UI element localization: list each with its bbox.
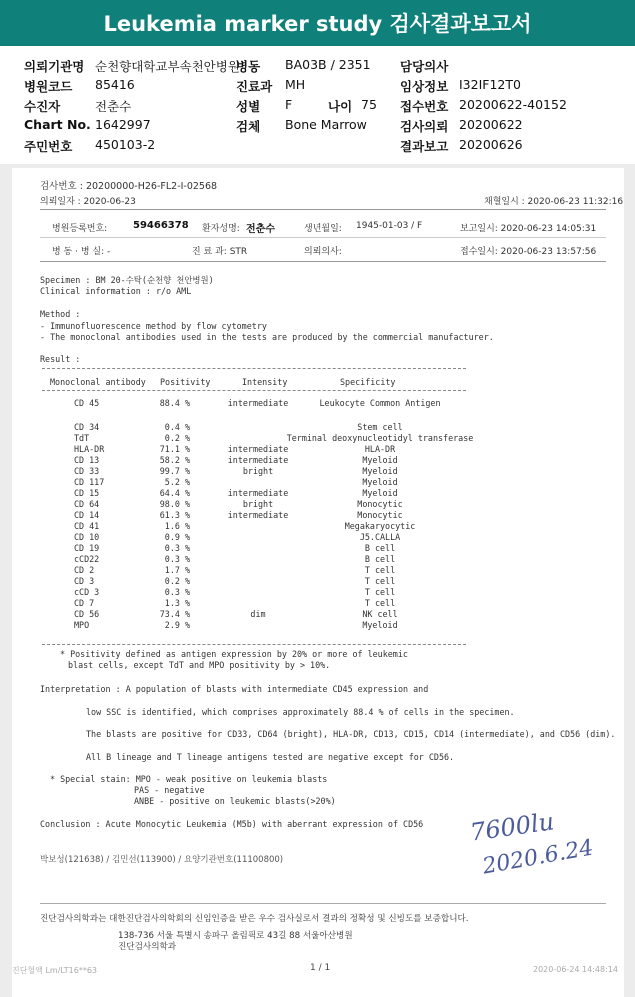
interpretation-line: Interpretation : A population of blasts with intermediate CD45 expression and [40, 684, 429, 694]
special-stain: PAS - negative [134, 785, 205, 795]
info-value: 85416 [95, 77, 135, 92]
marker-specificity: T cell [364, 587, 396, 597]
info-label: Chart No. [24, 117, 91, 132]
info-value: 1642997 [95, 117, 151, 132]
info-label: 임상정보 [400, 79, 449, 94]
special-stain: * Special stain: MPO - weak positive on leukemia blasts [50, 774, 328, 784]
divider [40, 209, 606, 210]
marker-positivity: 0.3 % [164, 554, 190, 564]
marker-intensity: intermediate [227, 510, 289, 520]
print-timestamp: 2020-06-24 14:48:14 [533, 965, 618, 974]
marker-antibody: CD 19 [74, 543, 100, 553]
info-label: 나이 [328, 99, 353, 114]
info-label: 의뢰기관명 [24, 59, 85, 74]
department: 진 료 과: STR [192, 247, 248, 257]
marker-positivity: 1.3 % [164, 598, 190, 608]
marker-antibody: CD 117 [74, 477, 105, 487]
marker-positivity: 0.2 % [164, 576, 190, 586]
interpretation-line: All B lineage and T lineage antigens tested are negative except for CD56. [86, 752, 455, 762]
marker-specificity: HLA-DR [364, 444, 396, 454]
marker-positivity: 73.4 % [159, 609, 190, 619]
marker-positivity: 1.6 % [164, 521, 190, 531]
marker-intensity: intermediate [227, 488, 289, 498]
marker-antibody: MPO [74, 620, 90, 630]
marker-antibody: CD 3 [74, 576, 95, 586]
footer-code: 진단혈액 Lm/LT16**63 [12, 966, 98, 975]
handwritten-date: 2020.6.24 [480, 835, 596, 880]
info-label: 검사의뢰 [400, 119, 449, 134]
info-value: F [285, 97, 293, 112]
col-head-specificity: Specificity [340, 377, 396, 387]
request-date: 의뢰일자 : 2020-06-23 [40, 197, 136, 207]
info-value: 전춘수 [95, 99, 132, 114]
info-label: 병원코드 [24, 79, 73, 94]
info-value: 450103-2 [95, 137, 156, 152]
table-rule [42, 368, 466, 369]
marker-antibody: CD 41 [74, 521, 100, 531]
marker-specificity: Monocytic [357, 510, 403, 520]
interpretation-line: low SSC is identified, which comprises approximately 88.4 % of cells in the specimen. [86, 707, 515, 717]
marker-specificity: Myeloid [362, 466, 398, 476]
specimen: Specimen : BM 20-수탁(순천향 천안병원) [40, 275, 214, 285]
conclusion: Conclusion : Acute Monocytic Leukemia (M5b) with aberrant expression of CD56 [40, 819, 424, 829]
marker-antibody: CD 10 [74, 532, 100, 542]
marker-specificity: Terminal deoxynucleotidyl transferase [286, 433, 474, 443]
info-value: 20200622-40152 [459, 97, 567, 112]
info-value: 20200626 [459, 137, 523, 152]
marker-positivity: 61.3 % [159, 510, 190, 520]
marker-specificity: B cell [364, 543, 396, 553]
positivity-note: blast cells, except TdT and MPO positivity by > 10%. [68, 660, 331, 670]
patient-name-value: 전춘수 [246, 224, 275, 235]
interpretation-line: The blasts are positive for CD33, CD64 (bright), HLA-DR, CD13, CD15, CD14 (intermediate), and CD56 (dim). [86, 729, 616, 739]
report-banner [0, 0, 635, 46]
received-datetime: 접수일시: 2020-06-23 13:57:56 [460, 247, 597, 257]
marker-specificity: Myeloid [362, 455, 398, 465]
marker-positivity: 71.1 % [159, 444, 190, 454]
marker-antibody: CD 2 [74, 565, 95, 575]
col-head-antibody: Monoclonal antibody [50, 377, 146, 387]
marker-specificity: Monocytic [357, 499, 403, 509]
signers: 박보성(121638) / 김민선(113900) / 요양기관번호(11100800) [40, 855, 284, 865]
marker-antibody: CD 15 [74, 488, 100, 498]
marker-positivity: 0.3 % [164, 587, 190, 597]
reg-value: 59466378 [133, 220, 189, 231]
marker-positivity: 2.9 % [164, 620, 190, 630]
patient-name-label: 환자성명: [202, 224, 240, 234]
reg-label: 병원등록번호: [52, 224, 108, 234]
special-stain: ANBE - positive on leukemic blasts(>20%) [134, 796, 336, 806]
clinical-info: Clinical information : r/o AML [40, 286, 192, 296]
birth-label: 생년월일: [304, 224, 342, 234]
marker-intensity: intermediate [227, 455, 289, 465]
table-rule [42, 644, 466, 645]
method-heading: Method : [40, 309, 81, 319]
info-value: Bone Marrow [285, 117, 367, 132]
marker-specificity: Megakaryocytic [344, 521, 416, 531]
marker-specificity: Myeloid [362, 477, 398, 487]
info-label: 접수번호 [400, 99, 449, 114]
marker-positivity: 1.7 % [164, 565, 190, 575]
divider [40, 903, 606, 904]
info-label: 진료과 [236, 79, 273, 94]
lab-department: 진단검사의학과 [118, 942, 177, 952]
ward-room: 병 동 · 병 실: - [52, 247, 111, 257]
marker-specificity: T cell [364, 576, 396, 586]
birth-value: 1945-01-03 / F [356, 221, 423, 231]
marker-antibody: CD 34 [74, 422, 100, 432]
marker-antibody: CD 64 [74, 499, 100, 509]
info-value: 20200622 [459, 117, 523, 132]
marker-specificity: B cell [364, 554, 396, 564]
info-value: 순천향대학교부속천안병원 [95, 59, 240, 74]
divider [40, 261, 606, 262]
marker-intensity: dim [250, 609, 266, 619]
marker-intensity: intermediate [227, 444, 289, 454]
result-heading: Result : [40, 354, 81, 364]
referring-doctor: 의뢰의사: [304, 247, 342, 257]
report-document [12, 168, 624, 997]
info-label: 수진자 [24, 99, 61, 114]
marker-specificity: Stem cell [357, 422, 403, 432]
marker-specificity: Myeloid [362, 488, 398, 498]
marker-antibody: CD 45 [74, 398, 100, 408]
info-label: 담당의사 [400, 59, 449, 74]
info-value: I32IF12T0 [459, 77, 521, 92]
table-rule [42, 390, 466, 391]
marker-specificity: T cell [364, 565, 396, 575]
marker-antibody: TdT [74, 433, 90, 443]
report-datetime: 보고일시: 2020-06-23 14:05:31 [460, 224, 597, 234]
marker-antibody: CD 7 [74, 598, 95, 608]
info-label: 주민번호 [24, 139, 73, 154]
marker-antibody: CD 33 [74, 466, 100, 476]
report-title: Leukemia marker study 검사결과보고서 [103, 12, 532, 36]
marker-positivity: 0.2 % [164, 433, 190, 443]
positivity-note: * Positivity defined as antigen expression by 20% or more of leukemic [60, 649, 408, 659]
marker-specificity: T cell [364, 598, 396, 608]
marker-specificity: Myeloid [362, 620, 398, 630]
collection-datetime: 채혈일시 : 2020-06-23 11:32:16 [484, 197, 624, 207]
marker-positivity: 0.9 % [164, 532, 190, 542]
marker-positivity: 0.3 % [164, 543, 190, 553]
marker-antibody: CD 14 [74, 510, 100, 520]
marker-specificity: J5.CALLA [359, 532, 401, 542]
divider [40, 237, 606, 238]
marker-antibody: CD 13 [74, 455, 100, 465]
info-label: 검체 [236, 119, 261, 134]
method-line: - The monoclonal antibodies used in the tests are produced by the commercial manufacturer. [40, 332, 494, 342]
marker-intensity: bright [242, 466, 274, 476]
col-head-intensity: Intensity [242, 377, 288, 387]
marker-intensity: intermediate [227, 398, 289, 408]
hospital-address: 138-736 서울 특별시 송파구 올림픽로 43길 88 서울아산병원 [118, 931, 353, 941]
marker-specificity: NK cell [362, 609, 398, 619]
info-label: 결과보고 [400, 139, 449, 154]
marker-antibody: cCD22 [74, 554, 100, 564]
handwritten-signature: 7600lu [468, 807, 556, 847]
info-value: MH [285, 77, 306, 92]
marker-positivity: 64.4 % [159, 488, 190, 498]
marker-antibody: cCD 3 [74, 587, 100, 597]
method-line: - Immunofluorescence method by flow cytometry [40, 321, 267, 331]
page-number: 1 / 1 [310, 963, 331, 973]
marker-intensity: bright [242, 499, 274, 509]
marker-positivity: 58.2 % [159, 455, 190, 465]
patient-info-panel [0, 46, 635, 164]
marker-antibody: HLA-DR [74, 444, 105, 454]
exam-number: 검사번호 : 20200000-H26-FL2-I-02568 [40, 181, 218, 192]
info-value: BA03B / 2351 [285, 57, 371, 72]
marker-specificity: Leukocyte Common Antigen [319, 398, 441, 408]
info-value: 75 [361, 97, 377, 112]
certification-text: 진단검사의학과는 대한진단검사의학회의 신임인증을 받은 우수 검사실로서 결과의 정확성 및 신빙도를 보증합니다. [40, 914, 469, 924]
marker-positivity: 5.2 % [164, 477, 190, 487]
marker-positivity: 99.7 % [159, 466, 190, 476]
marker-positivity: 88.4 % [159, 398, 190, 408]
info-label: 병동 [236, 59, 261, 74]
marker-positivity: 0.4 % [164, 422, 190, 432]
col-head-positivity: Positivity [160, 377, 211, 387]
marker-positivity: 98.0 % [159, 499, 190, 509]
marker-antibody: CD 56 [74, 609, 100, 619]
info-label: 성별 [236, 99, 261, 114]
